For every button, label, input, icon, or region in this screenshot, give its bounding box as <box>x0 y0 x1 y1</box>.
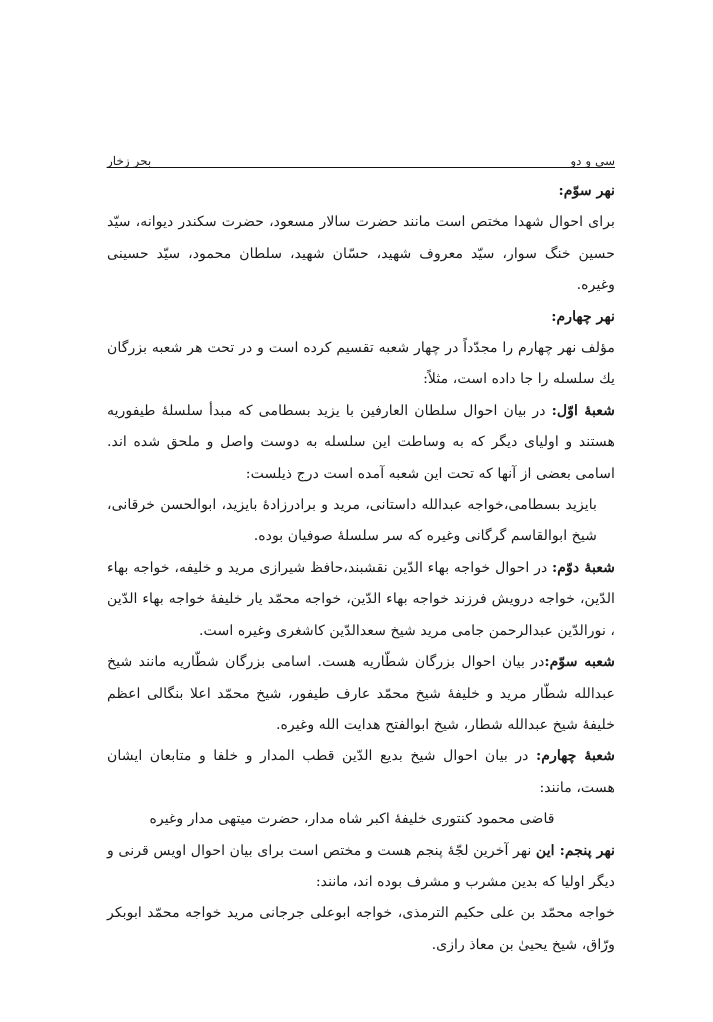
shoba-1-label: شعبهٔ اوّل: <box>551 402 615 419</box>
shoba-4-label: شعبهٔ چهارم: <box>535 748 615 765</box>
page-header <box>107 146 615 168</box>
heading-nahr-3: نهر سوّم: <box>558 183 615 199</box>
shoba-2-label: شعبهٔ دوّم: <box>552 559 615 576</box>
paragraph-nahr-4: مؤلف نهر چهارم را مجدّداً در چهار شعبه تقسیم کرده است و در تحت هر شعبه بزرگان یك سلسله را جا داده است، مثلاً: <box>107 340 615 388</box>
running-title: بحر زخار <box>107 154 152 168</box>
paragraph-nahr-5-list: خواجه محمّد بن علی حکیم الترمذی، خواجه ابوعلی جرجانی مرید خواجه محمّد ابوبکر ورّاق، شیخ یحییٰ بن معاذ رازی. <box>107 905 615 953</box>
paragraph-shoba-1-list: بایزید بسطامی،خواجه عبدالله داستانی، مرید و برادرزادهٔ بایزید، ابوالحسن خرقانی، شیخ ابوالقاسم گرگانی وغیره که سر سلسلهٔ صوفیان بوده. <box>107 497 597 545</box>
shoba-3-text: در بیان احوال بزرگان شطّاریه هست. اسامی بزرگان شطّاریه مانند شیخ عبدالله شطّار مرید و خلیفهٔ شیخ محمّد عارف طیفور، شیخ محمّد اعلا بنگالی اعظم خلیفهٔ شیخ عبدالله شطار، شیخ ابوالفتح هدایت الله وغیره. <box>107 654 615 733</box>
nahr-5-label: نهر پنجم: <box>559 842 615 859</box>
page-number: سی و دو <box>570 154 615 168</box>
header-rule <box>107 167 615 168</box>
paragraph-nahr-3: برای احوال شهدا مختص است مانند حضرت سالار مسعود، حضرت سکندر دیوانه، سیّد حسین خنگ سوار، سیّد معروف شهید، حسّان شهید، سلطان محمود، سیّد حسینی وغیره. <box>107 214 615 294</box>
paragraph-shoba-1 <box>107 396 615 490</box>
paragraph-shoba-4-list: قاضی محمود کنتوری خلیفهٔ اکبر شاه مدار، حضرت میتهی مدار وغیره <box>149 811 555 828</box>
body-text <box>107 176 615 961</box>
shoba-1-text: در بیان احوال سلطان العارفین با یزید بسطامی که مبدأ سلسلهٔ طیفوریه هستند و اولیای دیگر که به وساطت این سلسله به دوست واصل و ملحق شده اند. اسامی بعضی از آنها که تحت این شعبه آمده است درج ذیلست: <box>107 402 615 482</box>
paragraph-shoba-3 <box>107 647 615 741</box>
paragraph-shoba-4 <box>107 741 615 804</box>
nahr-5-text: نهر آخرین لجّهٔ پنجم هست و مختص است برای بیان احوال اویس قرنی و دیگر اولیا که بدین مشرب و مشرف بوده اند، مانند: <box>107 842 615 890</box>
shoba-4-text: در بیان احوال شیخ بدیع الدّین قطب المدار و خلفا و متابعان ایشان هست، مانند: <box>107 748 615 796</box>
shoba-3-label: شعبه سوّم: <box>544 654 615 671</box>
paragraph-shoba-2 <box>107 553 615 647</box>
nahr-5-lead: این <box>535 842 560 859</box>
heading-nahr-4: نهر چهارم: <box>551 308 615 325</box>
shoba-2-text: در احوال خواجه بهاء الدّین نقشبند،حافظ شیرازی مرید و خلیفه، خواجه بهاء الدّین، خواجه درویش فرزند خواجه بهاء الدّین، خواجه محمّد یار خلیفهٔ خواجه بهاء الدّین ، نورالدّین عبدالرحمن جامی مرید شیخ سعدالدّین کاشغری وغیره است. <box>107 559 615 639</box>
paragraph-nahr-5 <box>107 836 615 899</box>
